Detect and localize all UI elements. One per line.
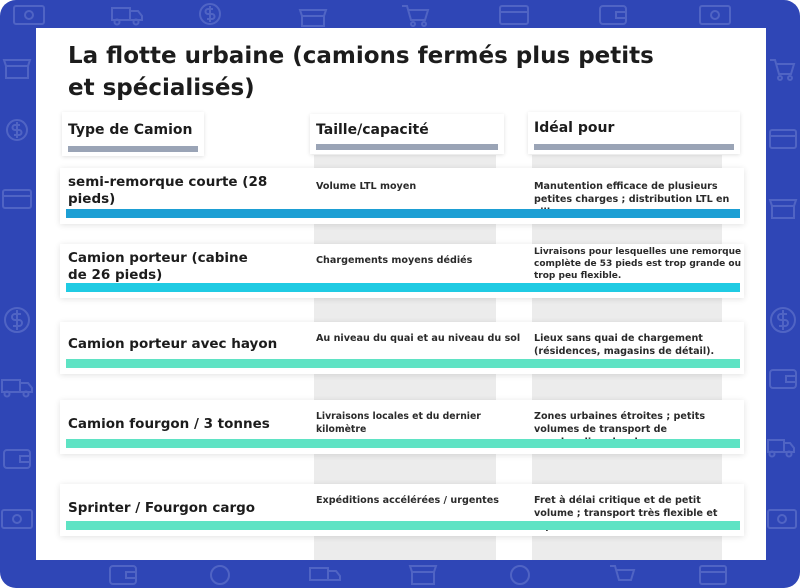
table-row [60, 168, 744, 224]
header-ideal [528, 112, 740, 154]
wallet-icon [4, 450, 30, 468]
row-accent-bar [66, 283, 740, 292]
card-icon [500, 6, 528, 24]
table-row [60, 484, 744, 536]
dollar-icon [200, 4, 220, 24]
dollar-icon [211, 566, 229, 584]
store-icon [410, 566, 436, 584]
card-icon [700, 566, 726, 584]
truck-icon [768, 440, 794, 457]
banknote-icon [700, 6, 730, 24]
wallet-icon [110, 566, 136, 584]
cart-icon [610, 566, 634, 580]
header-ideal-label: Idéal pour [534, 120, 615, 136]
row-size: Livraisons locales et du dernier kilomètre [316, 411, 481, 435]
truck-icon [112, 8, 142, 25]
dollar-icon [771, 308, 795, 332]
table-row [60, 400, 744, 454]
truck-icon [310, 568, 340, 580]
store-icon [4, 60, 30, 78]
store-icon [300, 10, 326, 26]
row-ideal: Lieux sans quai de chargement (résidences, magasins de détail). [534, 333, 715, 357]
row-accent-bar [66, 439, 740, 448]
header-ideal-bar [534, 144, 734, 150]
row-type: semi-remorque courte (28 pieds) [68, 174, 268, 207]
table-row [60, 322, 744, 374]
row-size: Volume LTL moyen [316, 181, 417, 192]
row-ideal: Fret à délai critique et de petit volume ; transport très flexible et [534, 495, 718, 519]
row-type: Camion porteur (cabine de 26 pieds) [68, 250, 248, 283]
row-ideal: Zones urbaines étroites ; petits volumes de transport de [534, 411, 706, 435]
header-type-label: Type de Camion [68, 122, 193, 138]
row-accent-bar [66, 209, 740, 218]
wallet-icon [600, 6, 626, 24]
dollar-icon [511, 566, 529, 584]
truck-icon [2, 380, 32, 397]
row-type: Camion fourgon / 3 tonnes [68, 416, 270, 432]
header-type [62, 112, 204, 156]
cart-icon [770, 60, 794, 80]
table-row [60, 244, 744, 298]
cart-icon [402, 6, 428, 26]
card-icon [770, 130, 796, 148]
banknote-icon [14, 6, 44, 24]
row-accent-bar [66, 359, 740, 368]
header-size [310, 114, 504, 154]
row-accent-bar [66, 521, 740, 530]
wallet-icon [770, 370, 796, 388]
row-size: Chargements moyens dédiés [316, 255, 473, 266]
page-title: La flotte urbaine (camions fermés plus petits et spécialisés) [68, 43, 654, 101]
row-ideal: Livraisons pour lesquelles une remorque complète de 53 pieds est trop grande ou trop peu flexible. [534, 247, 742, 281]
banknote-icon [768, 510, 796, 528]
row-ideal: Manutention efficace de plusieurs petites charges ; distribution LTL en [534, 181, 730, 205]
banknote-icon [2, 510, 32, 528]
dollar-icon [5, 308, 29, 332]
content-card [36, 28, 766, 560]
row-size: Au niveau du quai et au niveau du sol [316, 333, 521, 344]
row-type: Sprinter / Fourgon cargo [68, 500, 256, 516]
row-type: Camion porteur avec hayon [68, 336, 278, 352]
row-size: Expéditions accélérées / urgentes [316, 495, 499, 506]
header-type-bar [68, 146, 198, 152]
card-icon [3, 190, 31, 208]
header-size-bar [316, 144, 498, 150]
store-icon [770, 200, 796, 218]
header-size-label: Taille/capacité [316, 122, 429, 138]
dollar-icon [7, 120, 27, 140]
